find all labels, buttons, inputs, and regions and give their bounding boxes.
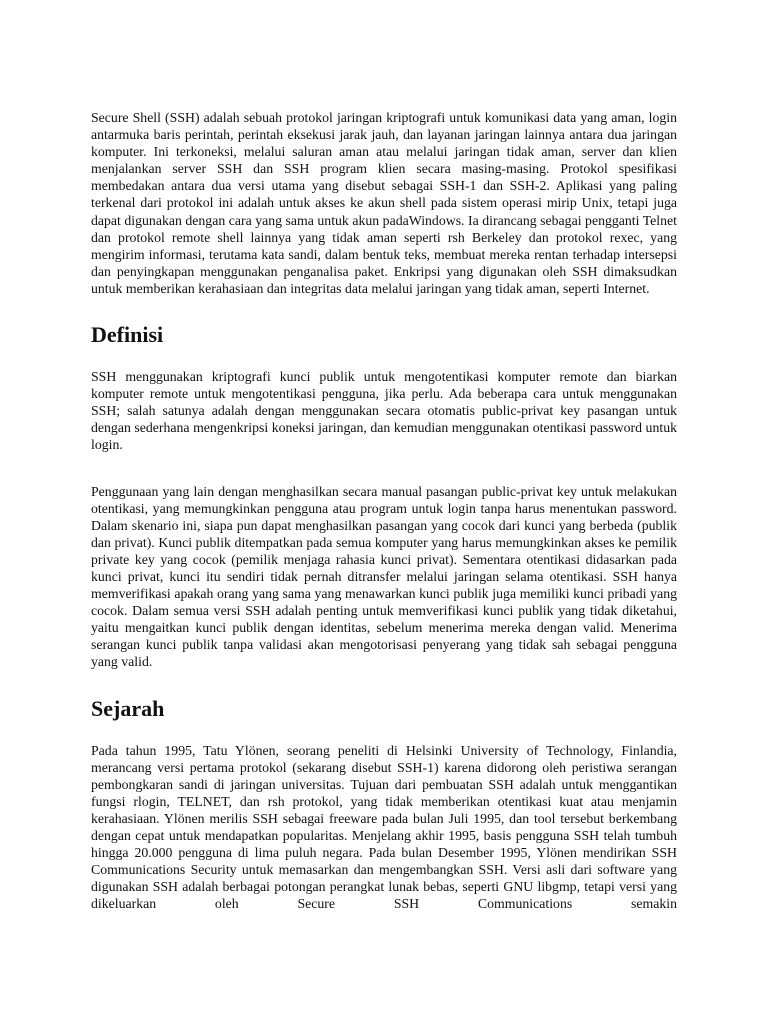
heading-sejarah: Sejarah — [91, 695, 165, 721]
heading-definisi: Definisi — [91, 322, 164, 348]
definisi-paragraph-1: SSH menggunakan kriptografi kunci publik untuk mengotentikasi komputer remote dan biarkan komputer remote untuk mengotentikasi pengguna, jika perlu. Ada beberapa cara untuk menggunakan SSH; salah satunya adalah dengan menggunakan secara otomatis public-privat key pasangan untuk dengan sederhana mengenkripsi koneksi jaringan, dan kemudian menggunakan otentikasi password untuk login. — [91, 369, 677, 453]
definisi-paragraph-2: Penggunaan yang lain dengan menghasilkan secara manual pasangan public-privat key untuk melakukan otentikasi, yang memungkinkan pengguna atau program untuk login tanpa harus menentukan password. Dalam skenario ini, siapa pun dapat menghasilkan pasangan yang cocok dari kunci yang berbeda (publik dan privat). Kunci publik ditempatkan pada semua komputer yang harus memungkinkan akses ke pemilik private key yang cocok (pemilik menjaga rahasia kunci privat). Sementara otentikasi didasarkan pada kunci privat, kunci itu sendiri tidak pernah ditransfer melalui jaringan selama otentikasi. SSH hanya memverifikasi apakah orang yang sama yang menawarkan kunci publik juga memiliki kunci pribadi yang cocok. Dalam semua versi SSH adalah penting untuk memverifikasi kunci publik yang tidak diketahui, yaitu mengaitkan kunci publik dengan identitas, sebelum menerima mereka dengan valid. Menerima serangan kunci publik tanpa validasi akan mengotorisasi penyerang yang tidak sah sebagai pengguna yang valid. — [91, 483, 677, 670]
sejarah-paragraph-1: Pada tahun 1995, Tatu Ylönen, seorang peneliti di Helsinki University of Technology, Finlandia, merancang versi pertama protokol (sekarang disebut SSH-1) karena didorong oleh peristiwa serangan pembongkaran sandi di jaringan universitas. Tujuan dari pembuatan SSH adalah untuk menggantikan fungsi rlogin, TELNET, dan rsh protokol, yang tidak memberikan otentikasi kuat atau menjamin kerahasiaan. Ylönen merilis SSH sebagai freeware pada bulan Juli 1995, dan tool tersebut berkembang dengan cepat untuk mendapatkan popularitas. Menjelang akhir 1995, basis pengguna SSH telah tumbuh hingga 20.000 pengguna di lima puluh negara. Pada bulan Desember 1995, Ylönen mendirikan SSH Communications Security untuk memasarkan dan mengembangkan SSH. Versi asli dari software yang digunakan SSH adalah berbagai potongan perangkat lunak bebas, seperti GNU libgmp, tetapi versi yang dikeluarkan oleh Secure SSH Communications semakin — [91, 742, 677, 912]
intro-paragraph: Secure Shell (SSH) adalah sebuah protokol jaringan kriptografi untuk komunikasi data yang aman, login antarmuka baris perintah, perintah eksekusi jarak jauh, dan layanan jaringan lainnya antara dua jaringan komputer. Ini terkoneksi, melalui saluran aman atau melalui jaringan tidak aman, server dan klien menjalankan server SSH dan SSH program klien secara masing-masing. Protokol spesifikasi membedakan antara dua versi utama yang disebut sebagai SSH-1 dan SSH-2. Aplikasi yang paling terkenal dari protokol ini adalah untuk akses ke akun shell pada sistem operasi mirip Unix, tetapi juga dapat digunakan dengan cara yang sama untuk akun padaWindows. Ia dirancang sebagai pengganti Telnet dan protokol remote shell lainnya yang tidak aman seperti rsh Berkeley dan protokol rexec, yang mengirim informasi, terutama kata sandi, dalam bentuk teks, membuat mereka rentan terhadap intersepsi dan penyingkapan menggunakan penganalisa paket. Enkripsi yang digunakan oleh SSH dimaksudkan untuk memberikan kerahasiaan dan integritas data melalui jaringan yang tidak aman, seperti Internet. — [91, 110, 677, 296]
document-content — [91, 109, 677, 912]
